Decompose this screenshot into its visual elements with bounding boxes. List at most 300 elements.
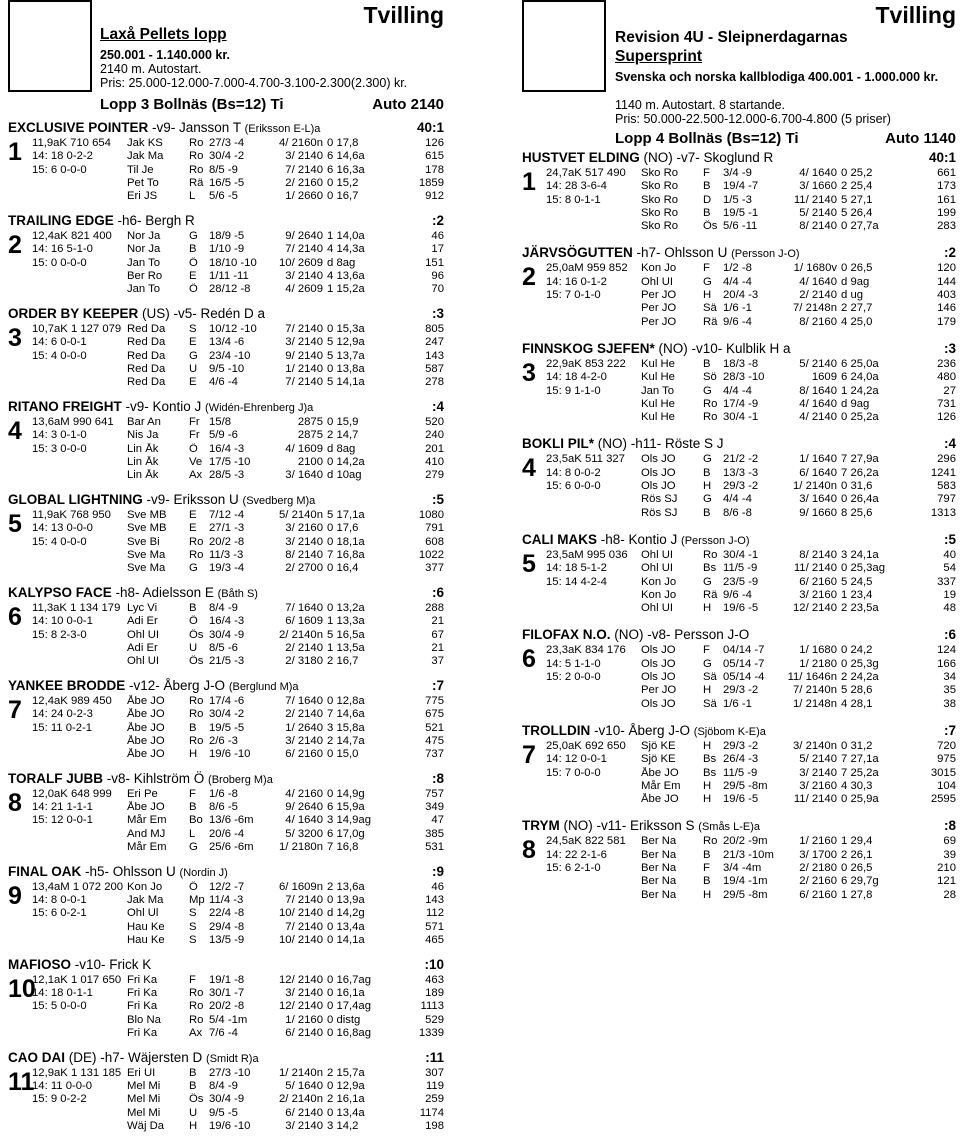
placing-distance: 4/ 2160n	[279, 137, 323, 149]
horse-name-group	[522, 627, 749, 644]
kmtime: 17,4ag	[336, 1000, 371, 1013]
place: 7	[327, 708, 334, 721]
place: 2	[841, 848, 848, 861]
kmtime: 16,3a	[336, 163, 365, 176]
date: 17/4 -6	[209, 694, 245, 707]
result	[837, 835, 922, 848]
track: G	[189, 229, 198, 242]
place: 0	[327, 455, 334, 468]
placing-distance: 9/ 2640	[285, 229, 323, 242]
date: 3/4 -9	[723, 167, 752, 179]
place: 0	[327, 522, 334, 535]
start-row	[522, 767, 956, 780]
placing-distance: 4/ 1640	[799, 275, 837, 288]
driver: Nor Ja	[127, 243, 161, 256]
start-row	[522, 889, 956, 902]
odds-value: 21	[431, 615, 444, 628]
track: E	[189, 336, 197, 349]
start-row	[522, 276, 956, 289]
track: Bo	[189, 814, 203, 827]
date: 19/4 -1m	[723, 875, 768, 888]
horse-odds: :7	[431, 677, 444, 693]
stats-cell: 14: 8 0-0-1	[32, 894, 87, 907]
driver: Lyc Vi	[127, 601, 158, 614]
kmtime: 13,7a	[336, 349, 365, 362]
odds-value: 37	[431, 655, 444, 668]
date: 16/5 -5	[209, 176, 245, 189]
row-spacer	[8, 655, 32, 668]
result	[323, 828, 410, 841]
kmtime: 25,2	[850, 167, 873, 179]
place: d	[327, 442, 334, 455]
horse-odds: 40:1	[928, 150, 956, 165]
result	[323, 190, 410, 203]
track: S	[189, 920, 197, 933]
kmtime: ug	[850, 289, 864, 302]
start-row	[522, 167, 956, 180]
odds-value: 47	[431, 814, 444, 827]
date: 20/2 -8	[209, 535, 245, 548]
kmtime: 24,5	[850, 575, 873, 588]
horse-info: -v8- Kihlström Ö	[103, 770, 209, 786]
odds-value: 587	[425, 362, 444, 375]
race-distance: 1140 m. Autostart. 8 startande.	[615, 98, 786, 112]
result	[323, 907, 410, 920]
kmtime: 15,0	[336, 748, 359, 761]
place: 1	[327, 283, 334, 296]
horse-name-group	[522, 532, 750, 549]
start-number: 10	[8, 974, 36, 1003]
odds-value: 296	[937, 453, 956, 466]
race-distance: 2140 m. Autostart.	[100, 62, 202, 76]
driver: Per JO	[641, 315, 677, 328]
result	[837, 671, 922, 684]
placing-distance: 8/ 2140	[799, 548, 837, 561]
kmtime: 17,0g	[336, 827, 365, 840]
driver: Jan To	[127, 256, 161, 269]
track: H	[703, 779, 712, 792]
place: 0	[841, 480, 848, 493]
start-row	[8, 695, 444, 708]
place: 4	[327, 269, 334, 282]
stats-cell	[546, 589, 641, 602]
horse-info: -v12- Åberg J-O	[125, 677, 229, 693]
race-header	[522, 0, 956, 150]
row-spacer	[522, 875, 546, 888]
result	[323, 1067, 410, 1080]
date: 11/4 -3	[209, 894, 244, 907]
place: 7	[327, 548, 334, 561]
horse-name: YANKEE BRODDE	[8, 677, 126, 693]
track: B	[703, 466, 711, 479]
odds-value: 3015	[930, 766, 956, 779]
stats-cell: 15: 3 0-0-0	[32, 442, 87, 455]
date: 16/4 -3	[209, 615, 245, 628]
kmtime: 16,7	[336, 190, 359, 203]
horse-name: MAFIOSO	[8, 956, 71, 972]
date: 30/4 -9	[209, 628, 245, 641]
start-row	[522, 835, 956, 848]
horse-info: (US) -v5- Redén D a	[138, 305, 266, 321]
placing-distance: 10/ 2140	[279, 934, 323, 947]
date: 5/9 -6	[209, 429, 238, 442]
driver: Kon Jo	[641, 575, 677, 588]
kmtime: 25,4	[850, 180, 873, 193]
track: Rä	[703, 588, 718, 601]
date: 8/5 -6	[209, 641, 238, 654]
odds-value: 283	[937, 220, 956, 233]
date: 5/6 -11	[723, 220, 758, 233]
horse-entry	[8, 1050, 444, 1133]
odds-value: 121	[937, 875, 956, 888]
horse-name-group	[522, 436, 724, 453]
track: Bs	[703, 753, 717, 766]
place: 6	[327, 163, 334, 176]
place: 0	[327, 694, 334, 707]
odds-value: 21	[431, 641, 444, 654]
odds-value: 198	[425, 1120, 444, 1133]
placing-distance: 11/ 1646n	[787, 671, 837, 684]
track: H	[703, 684, 712, 697]
date: 1/10 -9	[209, 243, 245, 256]
driver: Ber Ro	[127, 269, 163, 282]
stats-cell	[32, 456, 127, 469]
kmtime: 16,8a	[336, 548, 365, 561]
row-spacer	[522, 780, 546, 793]
driver: Per JO	[641, 684, 677, 697]
result	[837, 467, 922, 480]
kmtime: 16,1a	[336, 987, 365, 1000]
driver: Ols JO	[641, 480, 676, 493]
horse-info: (NO) -v7- Skoglund R	[639, 150, 774, 165]
driver: Ohl UI	[641, 548, 674, 561]
horse-odds: :4	[431, 398, 444, 414]
placing-distance: 3/ 2140	[285, 987, 323, 1000]
result	[837, 358, 922, 371]
stats-cell: 15: 6 2-1-0	[546, 861, 601, 874]
kmtime: 26,2a	[850, 466, 879, 479]
stats-cell: 12,1aK 1 017 650	[32, 973, 122, 986]
result	[837, 875, 922, 888]
placing-distance: 9/ 1660	[799, 506, 837, 519]
result	[837, 207, 922, 220]
driver: Jak KS	[127, 137, 163, 149]
result	[323, 177, 410, 190]
place: 3	[327, 814, 334, 827]
row-spacer	[522, 302, 546, 315]
place: 0	[327, 190, 334, 203]
kmtime: 13,6a	[336, 880, 365, 893]
lopp-label: Lopp 4 Bollnäs (Bs=12) Ti	[615, 130, 799, 147]
start-row	[522, 684, 956, 697]
place: 5	[327, 376, 334, 389]
horse-name-line	[8, 399, 444, 416]
horse-entry	[8, 213, 444, 296]
driver: Lin Åk	[127, 455, 159, 468]
start-row	[522, 562, 956, 575]
start-rows	[522, 835, 956, 901]
start-row	[8, 562, 444, 575]
driver: Hau Ke	[127, 934, 165, 947]
horse-name-line	[8, 864, 444, 881]
placing-distance: 8/ 2140	[799, 220, 837, 233]
result	[837, 385, 922, 398]
stats-cell	[32, 735, 127, 748]
track: U	[189, 362, 198, 375]
driver: Adi Er	[127, 641, 158, 654]
driver: Eri JS	[127, 190, 158, 203]
horse-odds: :6	[431, 584, 444, 600]
date: 19/6 -10	[209, 748, 251, 761]
stats-cell: 15: 14 4-2-4	[546, 575, 607, 588]
start-rows	[8, 602, 444, 668]
horse-name-group	[8, 585, 258, 602]
odds-value: 40	[943, 548, 956, 561]
kmtime: 14,2g	[336, 907, 365, 920]
start-row	[522, 385, 956, 398]
horse-name: CAO DAI	[8, 1049, 65, 1065]
horse-name: GLOBAL LIGHTNING	[8, 491, 143, 507]
placing-distance: 3/ 2140	[285, 535, 323, 548]
placing-distance: 2/ 2180	[799, 861, 837, 874]
row-spacer	[8, 934, 32, 947]
result	[323, 602, 410, 615]
odds-value: 48	[943, 602, 956, 615]
horse-info: (NO) -v8- Persson J-O	[610, 627, 750, 643]
trainer-name: (Broberg M)a	[208, 773, 273, 786]
result	[323, 350, 410, 363]
odds-value: 797	[937, 493, 956, 506]
horse-list	[522, 150, 956, 902]
odds-value: 475	[425, 734, 444, 747]
kmtime: 25,3g	[850, 657, 879, 670]
place: 1	[841, 588, 848, 601]
place: 2	[327, 1093, 334, 1106]
result	[837, 644, 922, 657]
driver: Ohl UI	[641, 602, 674, 615]
start-row	[8, 814, 444, 827]
horse-name: TROLLDIN	[522, 722, 591, 738]
start-row	[522, 753, 956, 766]
driver: Jak Ma	[127, 894, 164, 907]
date: 4/4 -4	[723, 275, 752, 288]
kmtime: 16,7	[336, 655, 359, 668]
stats-cell: 13,4aM 1 072 200	[32, 880, 124, 893]
start-row	[8, 735, 444, 748]
placing-distance: 1/ 2140n	[793, 480, 837, 493]
place: 1	[841, 384, 848, 397]
driver: Red Da	[127, 322, 166, 335]
driver: Åbe JO	[127, 708, 165, 721]
date: 05/14 -7	[723, 657, 765, 670]
placing-distance: 8/ 2140	[285, 548, 323, 561]
stats-cell: 15: 12 0-0-1	[32, 814, 93, 827]
result	[837, 740, 922, 753]
horse-name-group	[8, 213, 195, 230]
driver: Kon Jo	[641, 262, 677, 275]
driver: Ols JO	[641, 644, 676, 657]
stats-cell: 14: 5 1-1-0	[546, 657, 601, 670]
horse-name-line	[8, 957, 444, 974]
place: 6	[327, 801, 334, 814]
kmtime: 12,9a	[336, 1080, 365, 1093]
placing-distance: 2100	[297, 455, 323, 468]
place: 0	[841, 793, 848, 806]
stats-cell: 22,9aK 853 222	[546, 357, 626, 370]
odds-value: 146	[937, 302, 956, 315]
result	[323, 695, 410, 708]
placing-distance: 7/ 2140n	[793, 684, 837, 697]
odds-value: 410	[425, 455, 444, 468]
stats-cell: 23,3aK 834 176	[546, 644, 626, 657]
kmtime: 15,3a	[336, 322, 365, 335]
place: 0	[841, 411, 848, 424]
result	[323, 549, 410, 562]
odds-value: 166	[937, 657, 956, 670]
placing-distance: 3/ 1640	[799, 493, 837, 506]
start-row	[8, 828, 444, 841]
kmtime: 24,2a	[850, 384, 879, 397]
stats-cell	[546, 875, 641, 888]
place: d	[841, 289, 848, 302]
start-rows	[8, 137, 444, 203]
stats-cell: 14: 24 0-2-3	[32, 708, 93, 721]
date: 30/4 -2	[209, 150, 245, 163]
stats-cell: 15: 7 0-1-0	[546, 289, 601, 302]
track: F	[703, 861, 710, 874]
result	[323, 456, 410, 469]
horse-entry	[522, 532, 956, 615]
odds-value: 307	[425, 1066, 444, 1079]
place: 6	[327, 150, 334, 163]
kmtime: 18,1a	[336, 535, 365, 548]
result	[837, 453, 922, 466]
kmtime: 17,6	[336, 522, 359, 535]
date: 29/3 -2	[723, 684, 759, 697]
track: G	[703, 657, 712, 670]
trainer-name: (Smidt R)a	[206, 1052, 259, 1065]
auto-label: Auto 2140	[372, 96, 444, 113]
placing-distance: 4/ 2609	[285, 283, 323, 296]
stats-cell: 12,4aK 989 450	[32, 694, 112, 707]
start-row	[8, 363, 444, 376]
stats-cell	[546, 780, 641, 793]
date: 7/12 -4	[209, 508, 245, 521]
track: H	[703, 793, 712, 806]
track: Sä	[703, 697, 717, 710]
horse-entry	[8, 864, 444, 947]
odds-value: 675	[425, 708, 444, 721]
start-row	[8, 350, 444, 363]
row-spacer	[8, 456, 32, 469]
kmtime: 14,3a	[336, 243, 365, 256]
placing-distance: 1/ 2180	[799, 657, 837, 670]
result	[323, 336, 410, 349]
odds-value: 1022	[418, 548, 444, 561]
start-row	[522, 658, 956, 671]
odds-value: 737	[425, 748, 444, 761]
start-row	[8, 974, 444, 987]
place: 0	[327, 562, 334, 575]
date: 20/4 -3	[723, 289, 759, 302]
track: Ro	[189, 694, 204, 707]
start-row	[522, 589, 956, 602]
placing-distance: 2875	[297, 415, 323, 428]
placing-distance: 3/ 2160	[799, 779, 837, 792]
trainer-name: (Widén-Ehrenberg J)a	[205, 401, 314, 414]
start-row	[8, 642, 444, 655]
stats-cell: 23,5aM 995 036	[546, 548, 628, 561]
date: 18/9 -5	[209, 229, 245, 242]
result	[323, 1027, 410, 1040]
track: Ro	[189, 548, 204, 561]
odds-value: 288	[425, 601, 444, 614]
kmtime: 14,6a	[336, 150, 365, 163]
placing-distance: 8/ 1640	[799, 384, 837, 397]
place: 0	[327, 137, 334, 149]
row-spacer	[8, 841, 32, 854]
place: 1	[327, 229, 334, 242]
row-spacer	[522, 589, 546, 602]
result	[323, 987, 410, 1000]
driver: Red Da	[127, 376, 166, 389]
place: 3	[327, 1120, 334, 1133]
row-spacer	[522, 507, 546, 520]
date: 13/6 -6m	[209, 814, 254, 827]
track: F	[703, 644, 710, 657]
row-spacer	[522, 684, 546, 697]
date: 20/2 -9m	[723, 835, 768, 848]
driver: Åbe JO	[127, 721, 165, 734]
stats-cell	[32, 270, 127, 283]
trainer-name: (Svedberg M)a	[242, 494, 316, 507]
kmtime: 12,8a	[336, 694, 365, 707]
track: B	[189, 801, 197, 814]
driver: Kul He	[641, 411, 675, 424]
start-row	[8, 283, 444, 296]
odds-value: 775	[425, 694, 444, 707]
place: 0	[841, 861, 848, 874]
date: 18/3 -8	[723, 357, 759, 370]
date: 28/5 -3	[209, 469, 245, 482]
odds-value: 69	[943, 835, 956, 848]
result	[837, 889, 922, 902]
odds-value: 236	[937, 357, 956, 370]
horse-info: -v9- Eriksson U	[142, 491, 243, 507]
stats-cell: 11,9aK 710 654	[32, 137, 111, 149]
start-row	[522, 480, 956, 493]
start-number: 9	[8, 881, 22, 910]
place: 7	[841, 753, 848, 766]
placing-distance: 2/ 2140	[285, 641, 323, 654]
horse-name: CALI MAKS	[522, 531, 597, 547]
horse-name-line	[8, 120, 444, 137]
horse-name-group	[522, 818, 760, 835]
result	[837, 262, 922, 275]
placing-distance: 6/ 2160	[285, 748, 323, 761]
row-spacer	[8, 828, 32, 841]
result	[837, 698, 922, 711]
start-row	[8, 801, 444, 814]
place: 5	[327, 336, 334, 349]
kmtime: 28,1	[850, 697, 873, 710]
horse-name: TRAILING EDGE	[8, 212, 114, 228]
stats-cell	[546, 889, 641, 902]
date: 30/4 -9	[209, 1093, 245, 1106]
stats-cell: 14: 22 2-1-6	[546, 848, 607, 861]
place: 7	[327, 841, 334, 854]
odds-value: 112	[425, 907, 444, 920]
